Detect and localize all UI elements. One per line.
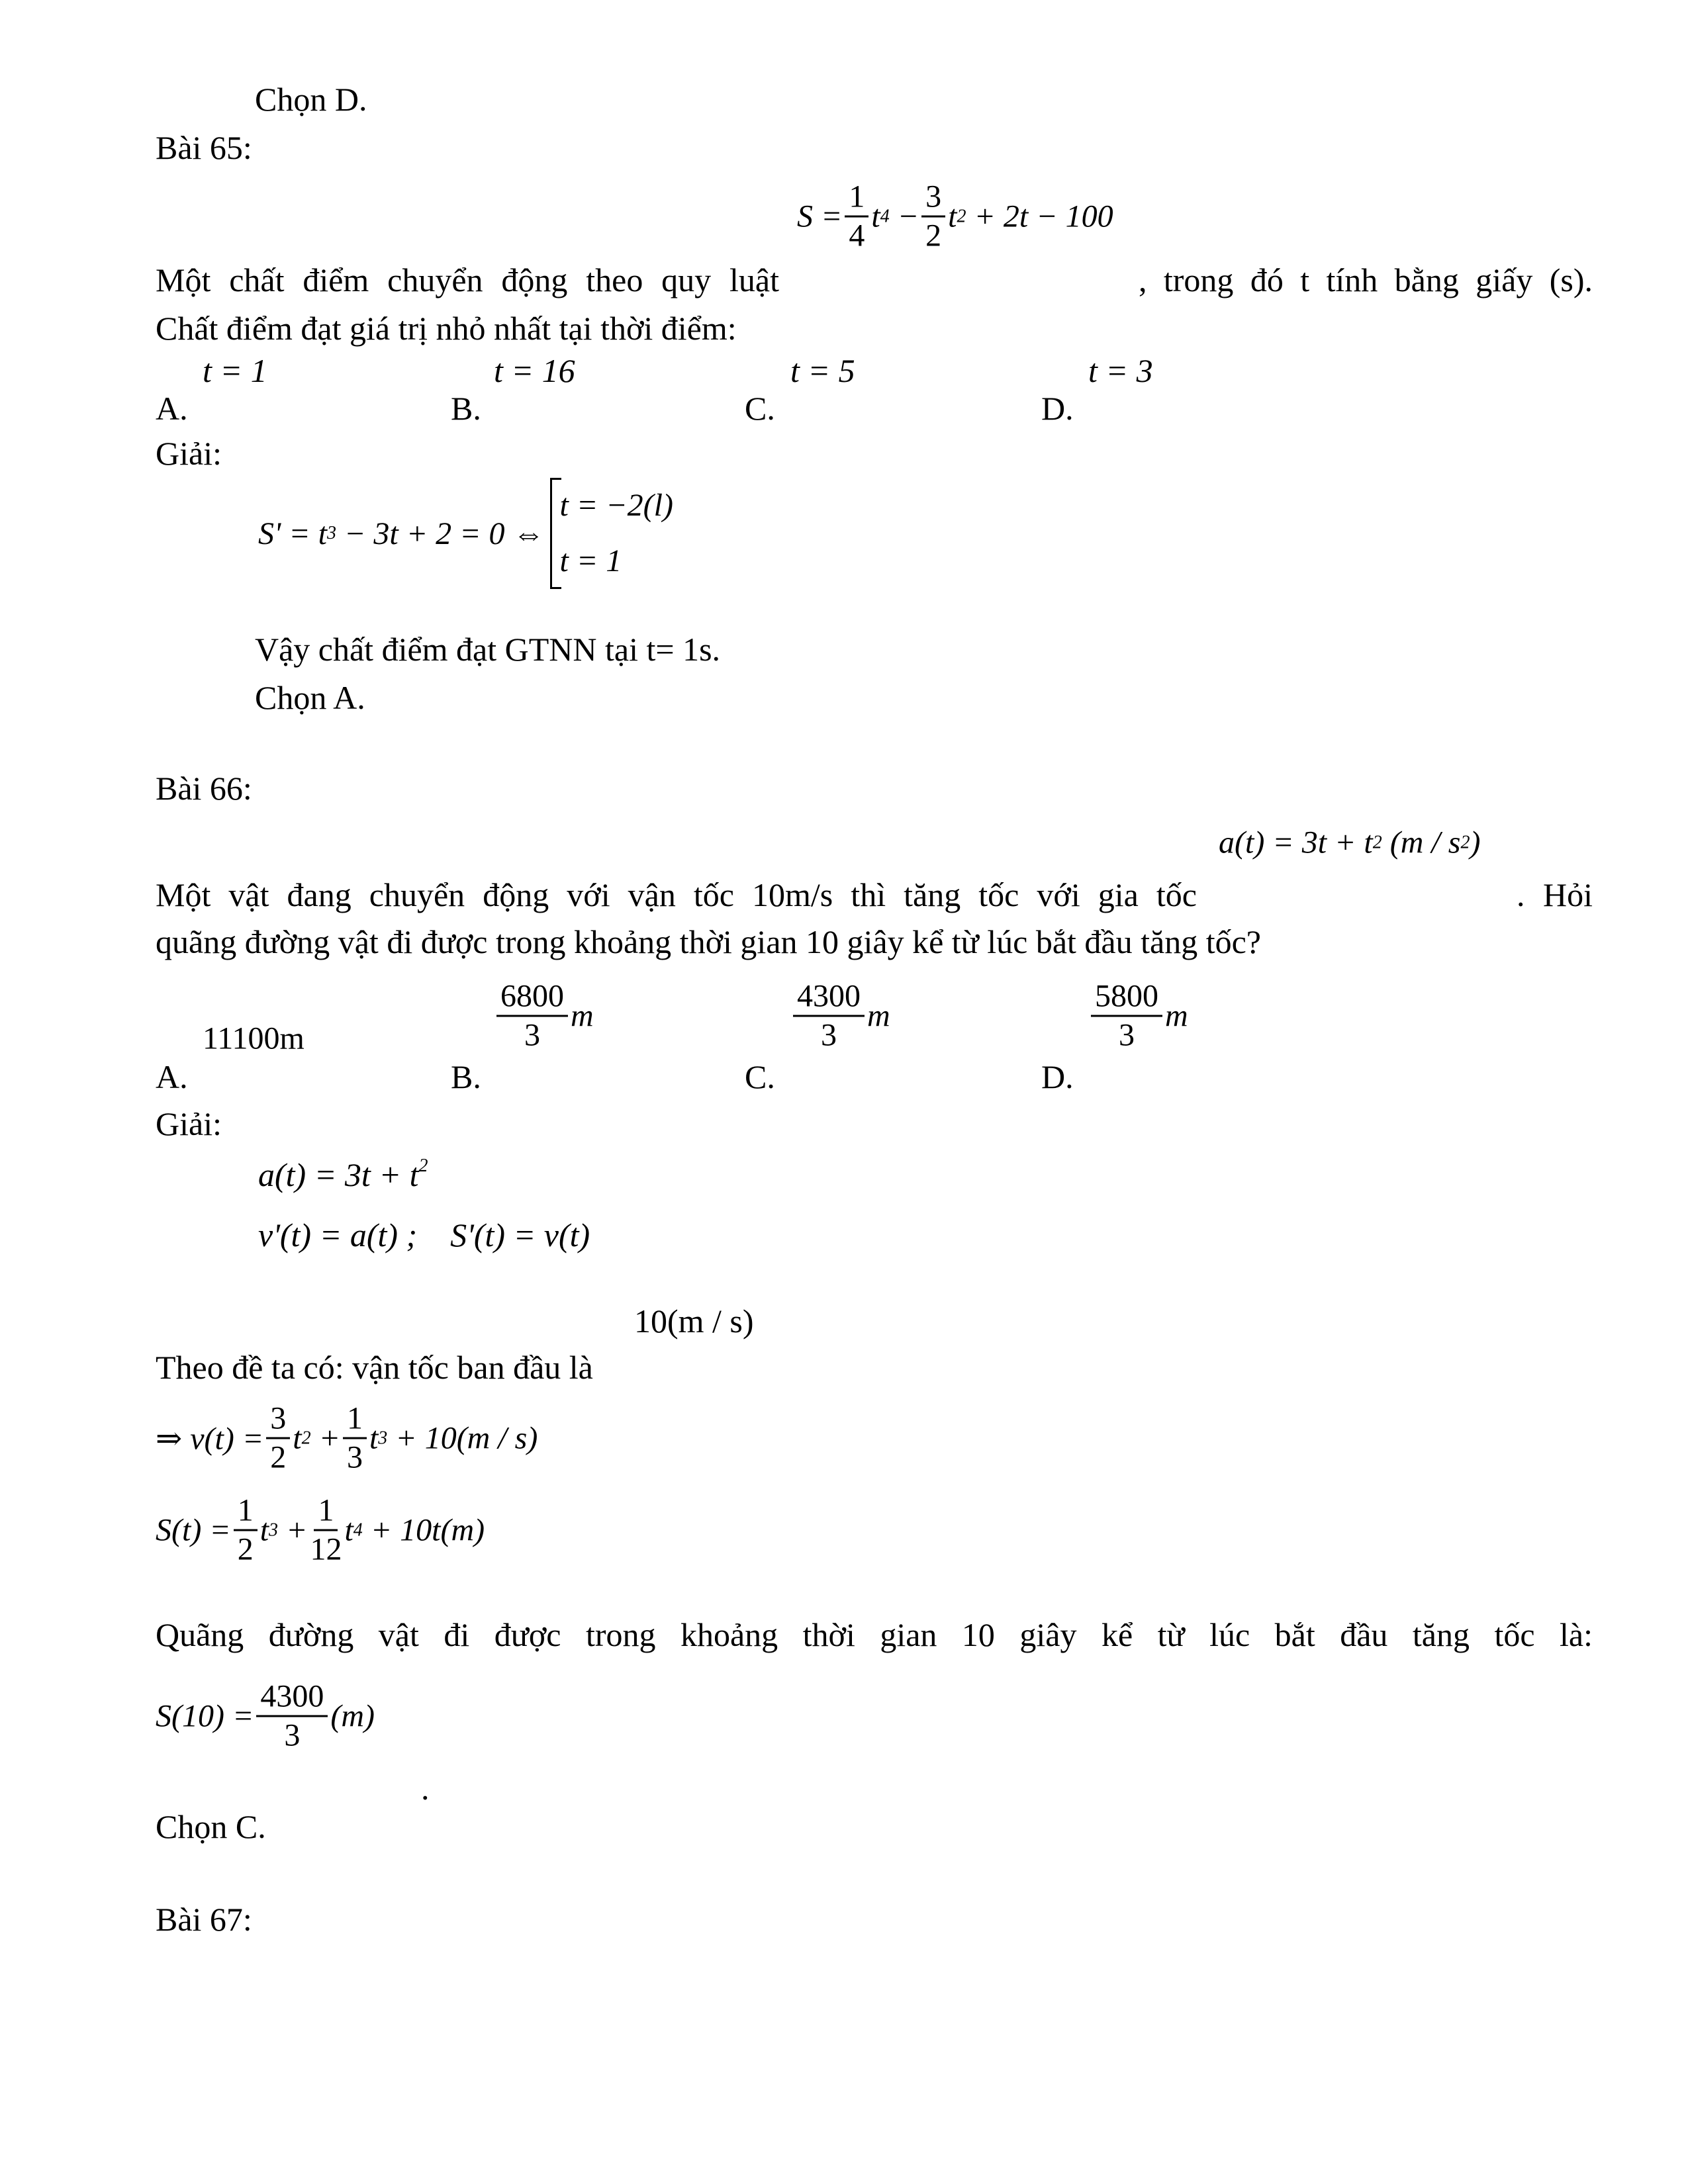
b66-step-accel: $a(t) = 3t + t^2$	[258, 1156, 428, 1193]
b65-title: Bài 65:	[156, 129, 252, 166]
b66-option-c-value: $\frac{4300}{3}$ m	[790, 978, 890, 1054]
b65-conclusion: Vậy chất điểm đạt GTNN tại t= 1s.	[255, 631, 721, 668]
b66-solution-label: Giải:	[156, 1105, 222, 1142]
b66-question-b: . Hỏi	[1517, 876, 1593, 913]
b66-step-derivatives: v'(t) = a(t) ; S'(t) = v(t)	[258, 1216, 590, 1253]
b66-title: Bài 66:	[156, 770, 252, 807]
b65-option-a-value: t = 1	[203, 352, 267, 389]
b66-question-2: quãng đường vật đi được trong khoảng thời gian 10 giây kể từ lúc bắt đầu tăng tốc?	[156, 923, 1261, 960]
b65-question-2: Chất điểm đạt giá trị nhỏ nhất tại thời điểm:	[156, 310, 737, 347]
b66-result: S(10) = $\frac{4300}{3}$ (m)	[156, 1678, 375, 1753]
b65-option-d: D.	[1041, 390, 1074, 427]
b66-option-d-value: $\frac{5800}{3}$ m	[1088, 978, 1188, 1054]
b66-dot: .	[421, 1770, 430, 1807]
prev-choice: Chọn D.	[255, 81, 367, 118]
b65-formula: S = $\frac{1}{4}$ t 4 − $\frac{3}{2}$ t 2 + 2t − 100	[797, 179, 1113, 253]
b65-choice: Chọn A.	[255, 679, 365, 716]
b66-initial-velocity: 10(m / s)	[634, 1302, 754, 1340]
b65-option-a: A.	[156, 390, 188, 427]
b66-distance-formula: S(t) = $\frac{1}{2}$ t 3 + $\frac{1}{12}$ t 4 + 10t(m)	[156, 1492, 485, 1567]
b65-question-b: , trong đó t tính bằng giấy (s).	[1139, 261, 1593, 298]
b65-derivative-eq: S' = t 3 − 3t + 2 = 0 ⇔ t = −2(l) t = 1	[258, 478, 673, 589]
b66-choice: Chọn C.	[156, 1808, 266, 1845]
b66-option-c: C.	[745, 1058, 775, 1095]
b65-option-c-value: t = 5	[790, 352, 855, 389]
b65-option-c: C.	[745, 390, 775, 427]
b66-step-text: Theo đề ta có: vận tốc ban đầu là	[156, 1349, 593, 1386]
b66-option-d: D.	[1041, 1058, 1074, 1095]
b66-option-b: B.	[451, 1058, 481, 1095]
b65-option-b: B.	[451, 390, 481, 427]
b65-option-d-value: t = 3	[1088, 352, 1153, 389]
b66-question-a: Một vật đang chuyển động với vận tốc 10m/s thì tăng tốc với gia tốc	[156, 876, 1197, 913]
b66-distance-text: Quãng đường vật đi được trong khoảng thời gian 10 giây kể từ lúc bắt đầu tăng tốc là:	[156, 1616, 1593, 1653]
b65-solution-label: Giải:	[156, 435, 222, 472]
b65-option-b-value: t = 16	[494, 352, 575, 389]
b66-velocity-formula: ⇒ v(t) = $\frac{3}{2}$ t 2 + $\frac{1}{3}$ t 3 + 10(m / s)	[156, 1400, 538, 1475]
b66-option-a-value: 11100m	[203, 1021, 305, 1056]
b66-option-a: A.	[156, 1058, 188, 1095]
b65-question-a: Một chất điểm chuyển động theo quy luật	[156, 261, 779, 298]
b66-option-b-value: $\frac{6800}{3}$ m	[494, 978, 594, 1054]
b66-accel-formula: a(t) = 3t + t 2 (m / s 2 )	[1219, 825, 1481, 860]
b67-title: Bài 67:	[156, 1901, 252, 1938]
